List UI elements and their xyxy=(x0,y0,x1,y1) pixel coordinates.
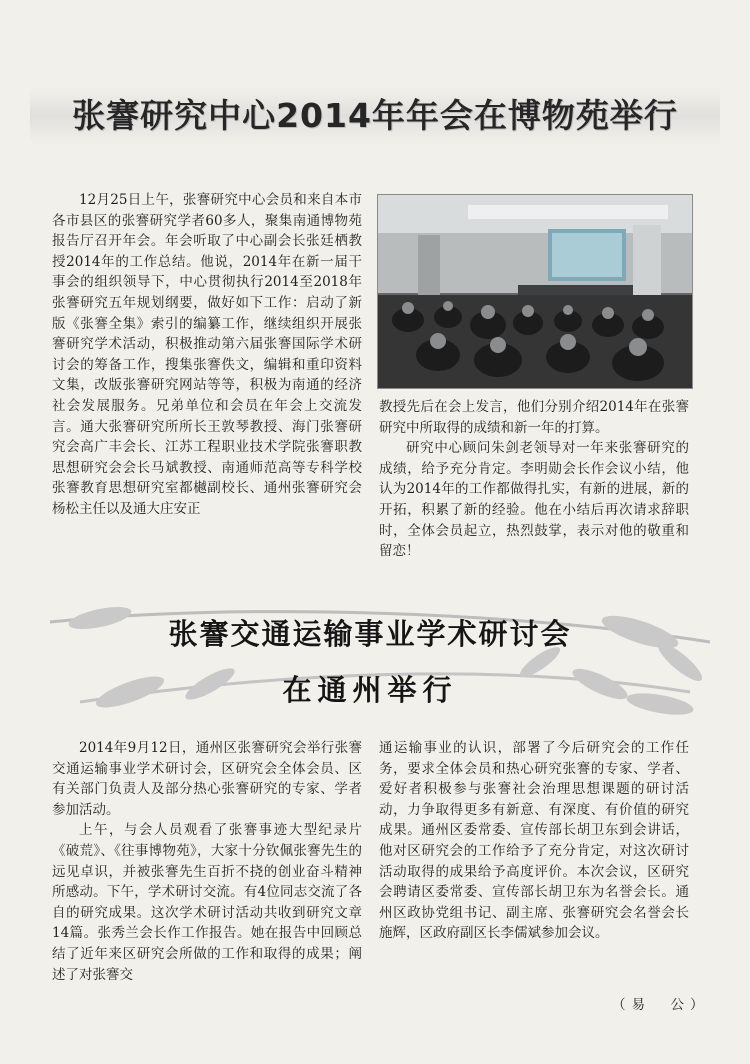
article1-left-column xyxy=(52,190,362,520)
article2-paragraph: 上午，与会人员观看了张謇事迹大型纪录片《破荒》、《往事博物苑》，大家十分钦佩张謇先生的远见卓识，并被张謇先生百折不挠的创业奋斗精神所感动。下午，学术研讨交流。有4位同志交流了各自的研究成果。这次学术研讨活动共收到研究文章14篇。张秀兰会长作工作报告。她在报告中回顾总结了近年来区研究会所做的工作和取得的成果；阐述了对张謇交 xyxy=(52,822,362,983)
article2-paragraph: 2014年9月12日，通州区张謇研究会举行张謇交通运输事业学术研讨会，区研究会全体会员、区有关部门负责人及部分热心张謇研究的专家、学者参加活动。 xyxy=(52,740,362,818)
meeting-photo xyxy=(377,194,693,389)
article2-left-column xyxy=(52,738,362,985)
article1-paragraph: 研究中心顾问朱剑老领导对一年来张謇研究的成绩，给予充分肯定。李明勋会长作会议小结，他认为2014年的工作都做得扎实，有新的进展，新的开拓，积累了新的经验。他在小结后再次请求辞职时，全体会员起立，热烈鼓掌，表示对他的敬重和留恋！ xyxy=(379,440,689,560)
article2-paragraph: 通运输事业的认识，部署了今后研究会的工作任务，要求全体会员和热心研究张謇的专家、学者、爱好者积极参与张謇社会治理思想课题的研讨活动，力争取得更多有新意、有深度、有价值的研究成果。通州区委常委、宣传部长胡卫东到会讲话，他对区研究会的工作给予了充分肯定，对这次研讨活动取得的成果给予高度评价。本次会议，区研究会聘请区委常委、宣传部长胡卫东为名誉会长。通州区政协党组书记、副主席、张謇研究会名誉会长施辉，区政府副区长李儒斌参加会议。 xyxy=(379,740,689,942)
article1-paragraph: 12月25日上午，张謇研究中心会员和来自本市各市县区的张謇研究学者60多人，聚集南通博物苑报告厅召开年会。年会听取了中心副会长张廷栖教授2014年的工作总结。他说，2014年在新一届干事会的组织领导下，中心贯彻执行2014至2018年张謇研究五年规划纲要，做好如下工作：启动了新版《张謇全集》索引的编纂工作，继续组织开展张謇研究学术活动，积极推动第六届张謇国际学术研讨会的筹备工作，搜集张謇佚文，编辑和重印资料文集，改版张謇研究网站等等，积极为南通的经济社会发展服务。兄弟单位和会员在年会上交流发言。通大张謇研究所所长王敦琴教授、海门张謇研究会高广丰会长、江苏工程职业技术学院张謇职教思想研究会会长马斌教授、南通师范高等专科学校张謇教育思想研究室都樾副校长、通州张謇研究会杨松主任以及通大庄安正 xyxy=(52,192,362,517)
article1-paragraph: 教授先后在会上发言，他们分别介绍2014年在张謇研究中所取得的成绩和新一年的打算。 xyxy=(379,399,689,436)
article2-title-line2: 在通州举行 xyxy=(282,673,458,707)
article2-title-line1: 张謇交通运输事业学术研讨会 xyxy=(168,617,572,651)
article2-author: （易 公） xyxy=(612,997,710,1013)
article1-right-column xyxy=(379,397,689,562)
article2-right-column xyxy=(379,738,689,944)
article1-title: 张謇研究中心2014年年会在博物苑举行 xyxy=(30,88,720,144)
